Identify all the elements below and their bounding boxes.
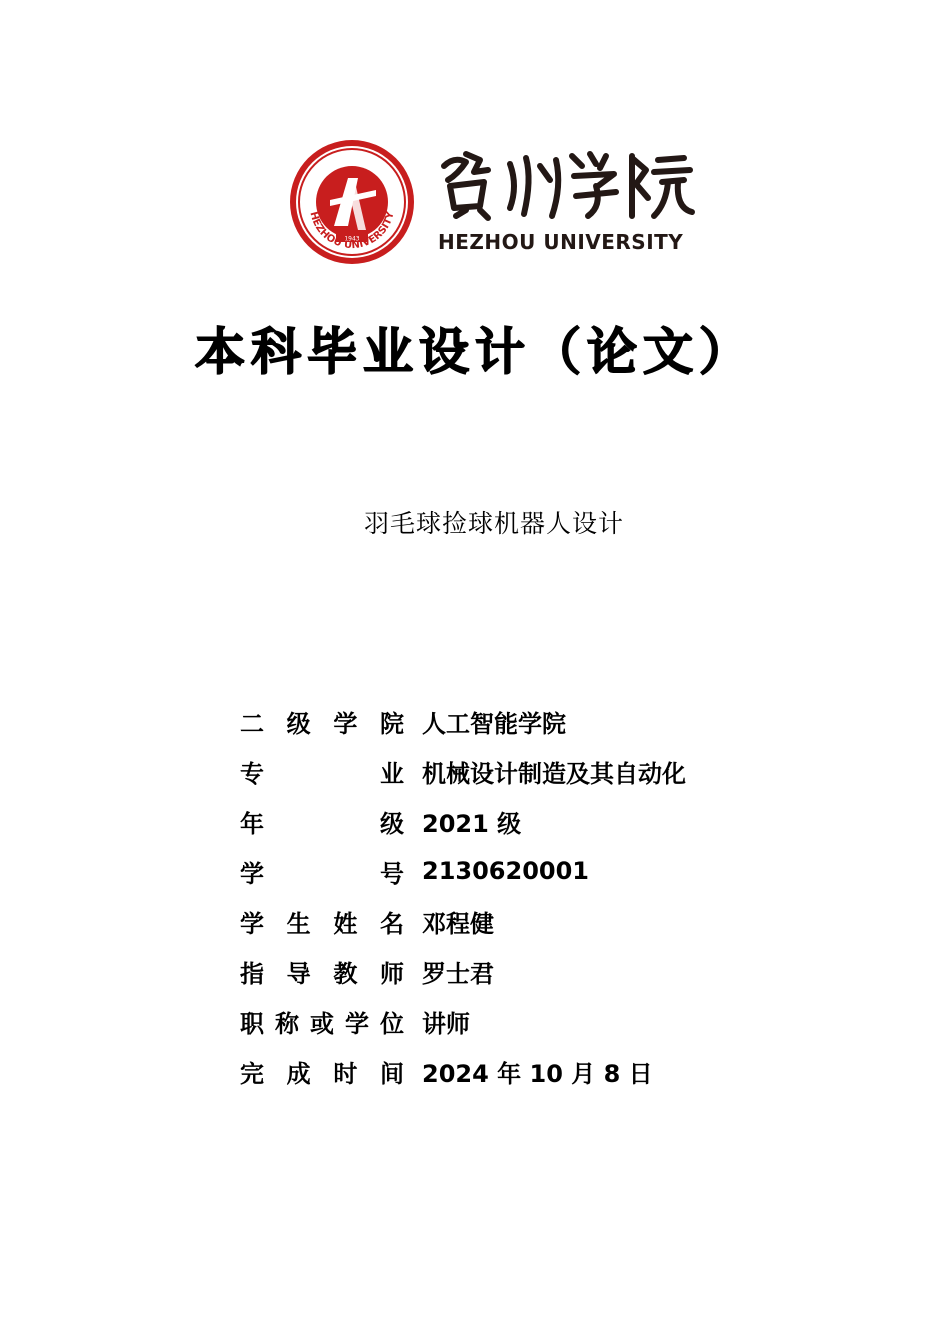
university-logo <box>288 138 708 268</box>
info-row-student-name <box>240 896 686 946</box>
info-label: 完 成 时 间 <box>240 1059 404 1088</box>
info-label: 职 称 或 学 位 <box>240 1009 404 1038</box>
info-value-title-degree: 讲师 <box>422 1009 470 1038</box>
info-row-major <box>240 746 686 796</box>
seal-year: 1943 <box>344 235 360 243</box>
info-label: 指 导 教 师 <box>240 959 404 988</box>
info-row-title-degree <box>240 996 686 1046</box>
info-value-completion-date: 2024 年 10 月 8 日 <box>422 1059 653 1088</box>
main-title: 本科毕业设计（论文） <box>195 323 755 381</box>
info-value-college: 人工智能学院 <box>422 709 566 738</box>
info-row-grade <box>240 796 686 846</box>
info-row-completion-date <box>240 1046 686 1096</box>
info-value-student-id: 2130620001 <box>422 857 589 885</box>
info-label: 学 号 <box>240 859 404 888</box>
seal-ring-text: HEZHOU UNIVERSITY <box>307 210 397 252</box>
info-label: 专 业 <box>240 759 404 788</box>
university-seal-icon <box>288 138 416 266</box>
thesis-title: 羽毛球捡球机器人设计 <box>363 509 624 538</box>
university-english-name: HEZHOU UNIVERSITY <box>438 230 684 254</box>
info-label: 学 生 姓 名 <box>240 909 404 938</box>
info-row-advisor <box>240 946 686 996</box>
info-value-major: 机械设计制造及其自动化 <box>422 759 686 788</box>
info-label: 二 级 学 院 <box>240 709 404 738</box>
info-value-advisor: 罗士君 <box>422 959 494 988</box>
info-label: 年 级 <box>240 809 404 838</box>
info-value-grade: 2021 级 <box>422 809 522 838</box>
info-value-student-name: 邓程健 <box>422 909 494 938</box>
info-row-student-id <box>240 846 686 896</box>
info-table <box>240 696 686 1096</box>
info-row-college <box>240 696 686 746</box>
university-calligraphy-logo <box>436 146 696 222</box>
